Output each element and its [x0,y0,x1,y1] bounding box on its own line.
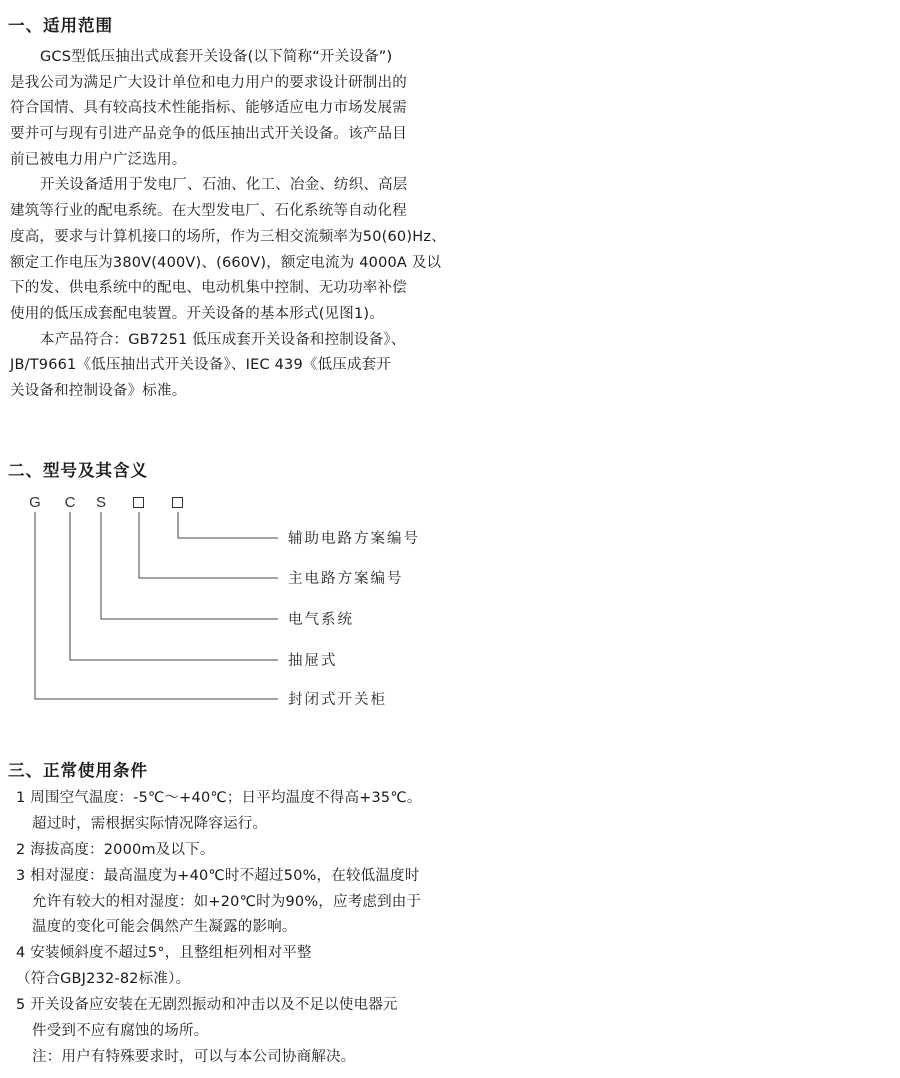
section1-line: 额定工作电压为380V(400V)、(660V)，额定电流为 4000A 及以 [10,254,442,271]
section1-body [10,45,470,405]
condition-line: 温度的变化可能会偶然产生凝露的影响。 [32,919,297,936]
condition-line: 件受到不应有腐蚀的场所。 [32,1023,209,1040]
section1-line: 开关设备适用于发电厂、石油、化工、冶金、纺织、高层 [40,177,408,194]
connector-line-electrical [101,512,278,619]
section1-line: GCS型低压抽出式成套开关设备(以下简称“开关设备”) [40,49,393,65]
condition-note: 注：用户有特殊要求时，可以与本公司协商解决。 [32,1048,356,1065]
section1-line: 前已被电力用户广泛选用。 [10,151,187,168]
code-letter-c: C [64,494,76,511]
code-box-aux-circuit [172,497,183,508]
model-code-diagram [0,485,480,715]
section1-heading: 一、适用范围 [8,16,113,35]
model-code-lines [0,485,480,715]
section1-line: 是我公司为满足广大设计单位和电力用户的要求设计研制出的 [10,74,407,91]
section3-heading: 三、正常使用条件 [8,761,148,780]
connector-line-main [139,512,278,578]
section1-line: 本产品符合：GB7251 低压成套开关设备和控制设备》、 [40,331,406,348]
label-enclosed-cabinet: 封闭式开关柜 [288,692,387,708]
section1-line: 建筑等行业的配电系统。在大型发电厂、石化系统等自动化程 [10,203,407,220]
code-box-main-circuit [133,497,144,508]
section1-line: 度高，要求与计算机接口的场所，作为三相交流频率为50(60)Hz、 [10,228,446,245]
condition-line: 4 安装倾斜度不超过5°，且整组柜列相对平整 [16,945,312,962]
section2-heading: 二、型号及其含义 [8,461,148,480]
condition-line: 3 相对湿度：最高温度为+40℃时不超过50%，在较低温度时 [16,867,420,884]
section1-line: 使用的低压成套配电装置。开关设备的基本形式(见图1)。 [10,305,384,322]
label-main-circuit-scheme: 主电路方案编号 [288,571,404,587]
code-letter-g: G [29,494,41,511]
connector-line-aux [178,512,278,538]
condition-line: 1 周围空气温度：-5℃～+40℃；日平均温度不得高+35℃。 [16,790,422,806]
condition-line: 允许有较大的相对湿度：如+20℃时为90%，应考虑到由于 [32,893,422,910]
section1-line: 下的发、供电系统中的配电、电动机集中控制、无功功率补偿 [10,280,407,297]
code-letter-s: S [95,494,106,511]
section1-line: 要并可与现有引进产品竞争的低压抽出式开关设备。该产品目 [10,126,407,143]
label-electrical-system: 电气系统 [288,612,354,628]
section3-body [16,786,476,1071]
condition-line: （符合GBJ232-82标准）。 [16,971,191,988]
section1-line: JB/T9661《低压抽出式开关设备》、IEC 439《低压成套开 [10,357,392,374]
section1-line: 关设备和控制设备》标准。 [10,382,187,399]
section1-line: 符合国情、具有较高技术性能指标、能够适应电力市场发展需 [10,100,407,117]
label-aux-circuit-scheme: 辅助电路方案编号 [288,531,420,547]
condition-line: 超过时，需根据实际情况降容运行。 [32,815,268,832]
connector-line-enclosed [35,512,278,699]
label-drawer-type: 抽屉式 [288,653,338,669]
condition-line: 2 海拔高度：2000m及以下。 [16,841,215,858]
condition-line: 5 开关设备应安装在无剧烈振动和冲击以及不足以使电器元 [16,997,398,1014]
